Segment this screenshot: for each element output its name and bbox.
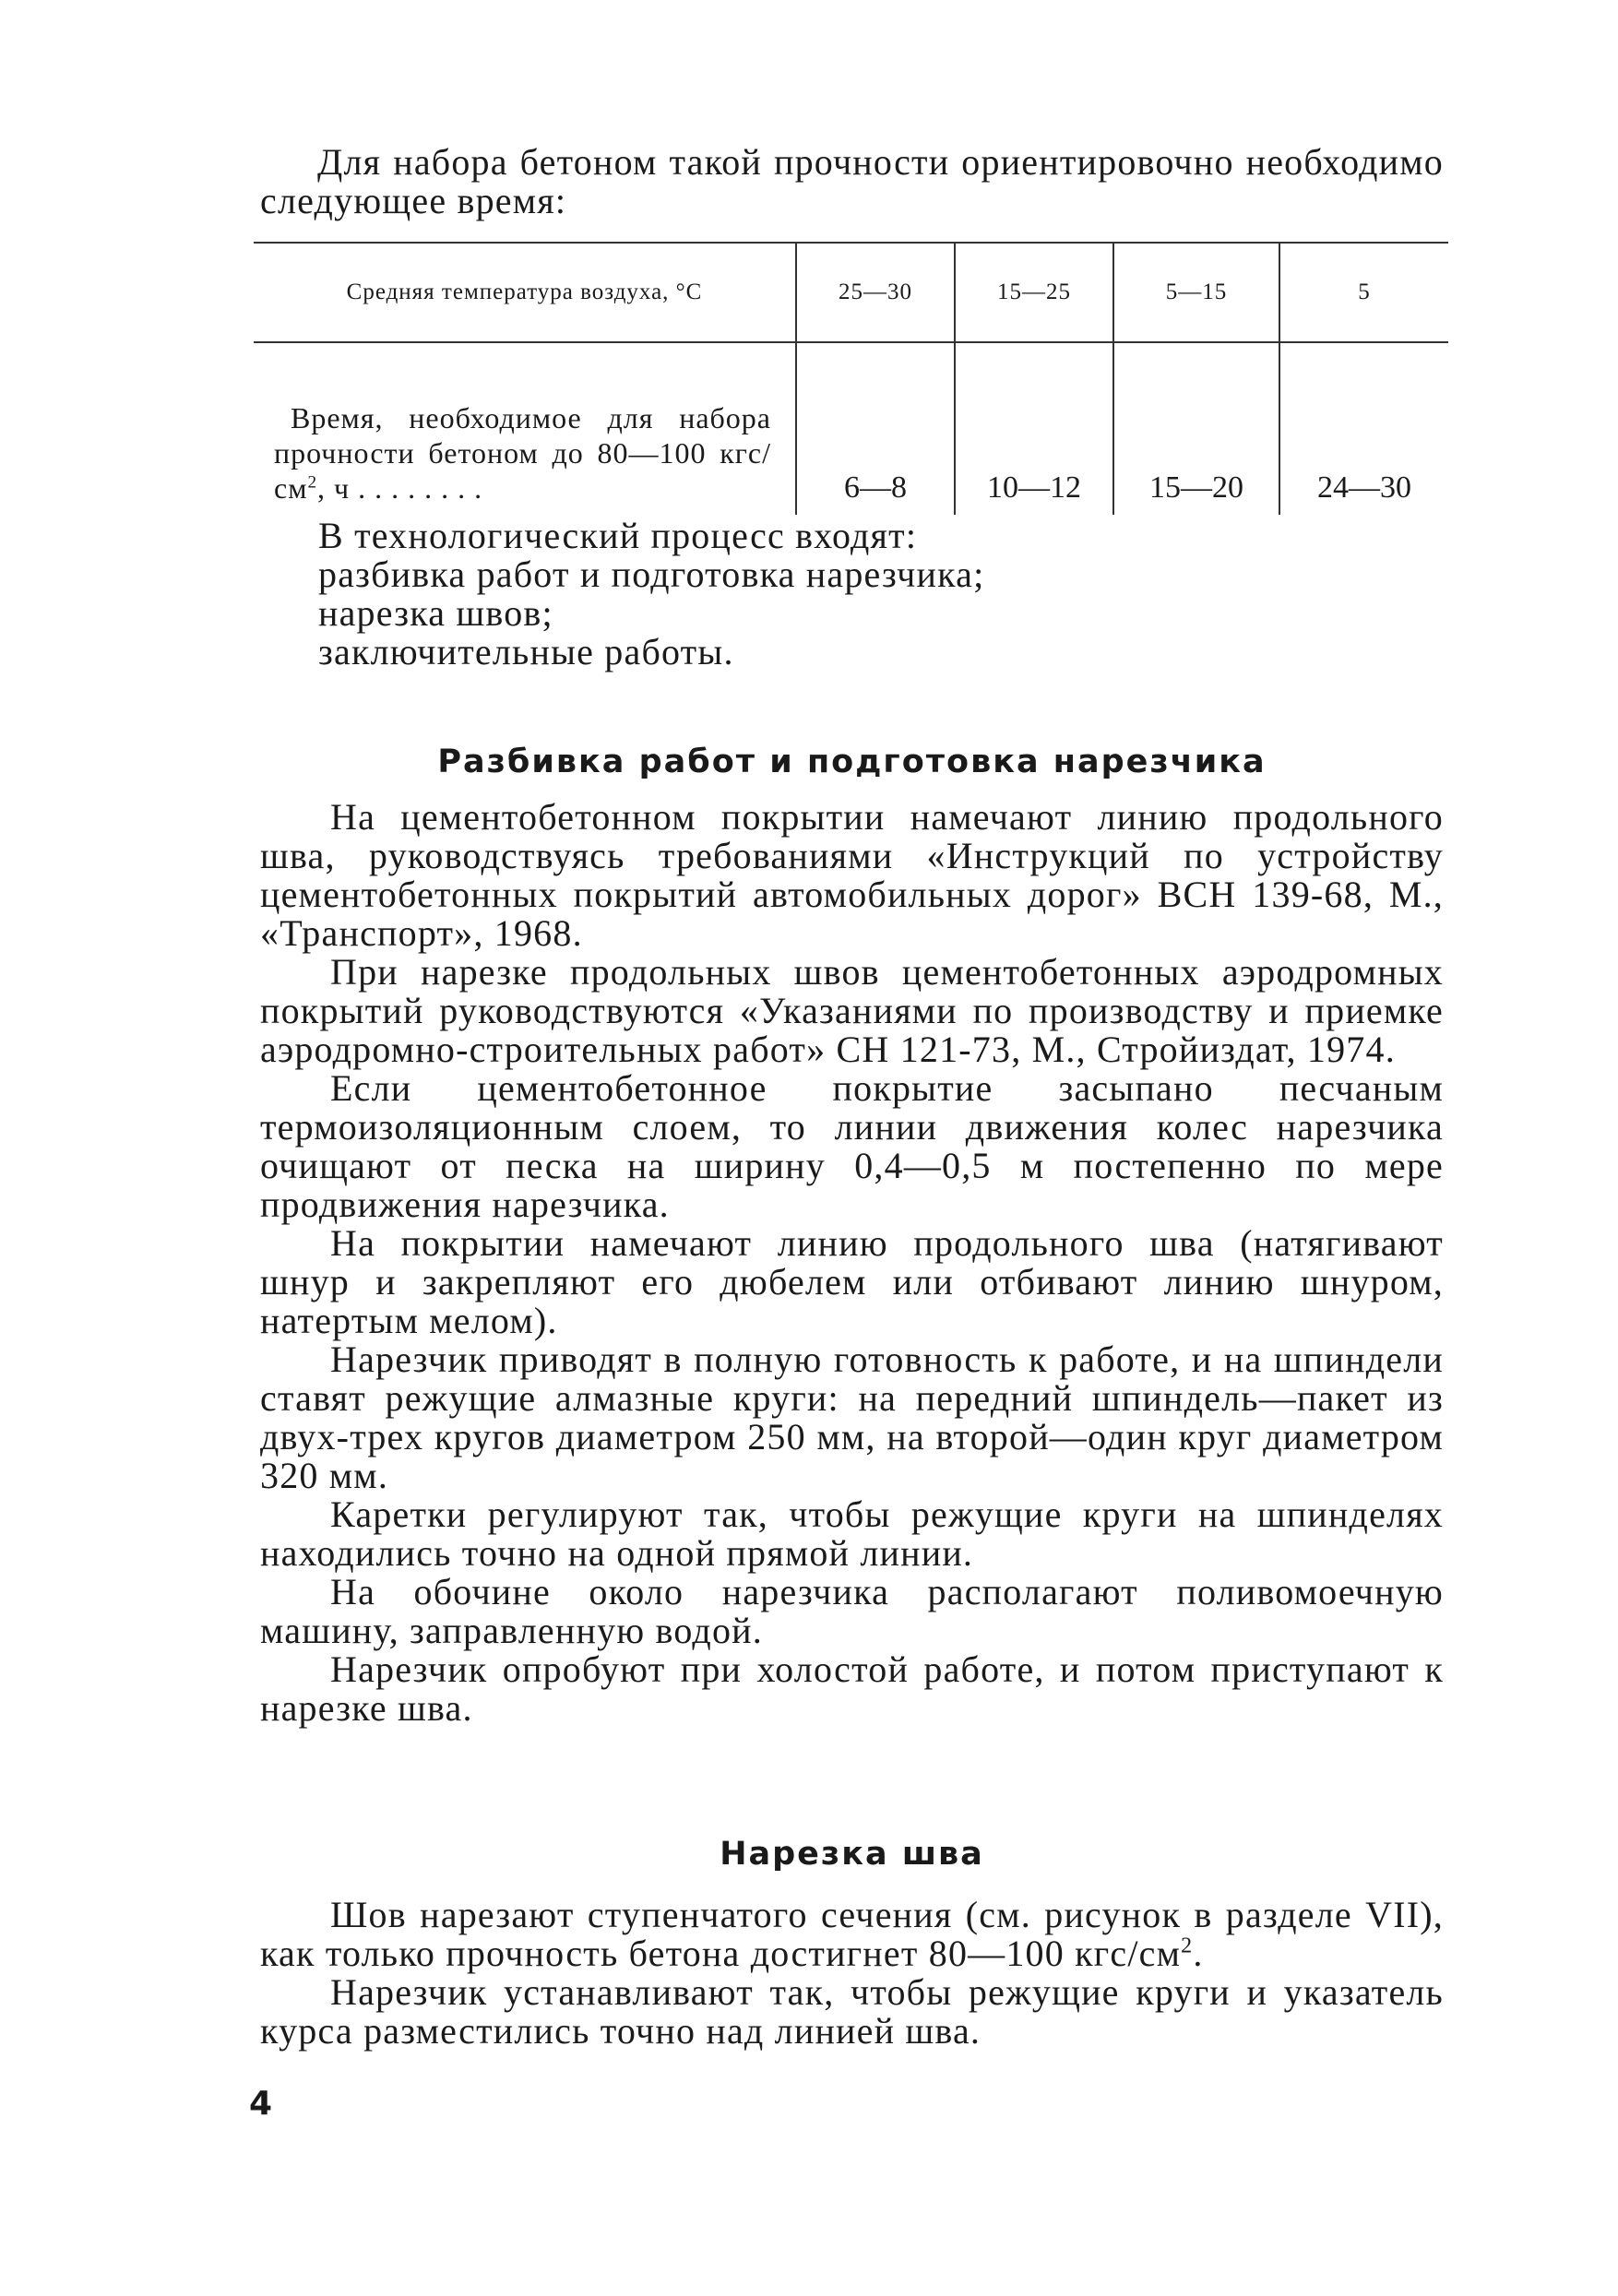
table-header-cell: 15—25 — [955, 243, 1113, 342]
row-label-unit: , ч . . . . . . . . — [317, 471, 483, 505]
paragraph-end: . — [1193, 1933, 1204, 1974]
paragraph: Каретки регулируют так, чтобы режущие круги на шпинделях находились точно на одной прямой линии. — [260, 1493, 1444, 1574]
table-header-cell: 5 — [1279, 243, 1448, 342]
process-item: заключительные работы. — [318, 631, 734, 672]
paragraph-text: Шов нарезают ступенчатого сечения (см. рисунок в разделе VII), как только прочность бетона достигнет 80—100 кгс/см — [260, 1894, 1444, 1974]
paragraph: На цементобетонном покрытии намечают линию продольного шва, руководствуясь требованиями «Инструкций по устройству цементобетонных покрытий автомобильных дорог» ВСН 139-68, М., «Транспорт», 1968. — [260, 796, 1444, 954]
process-title: В технологический процесс входят: — [318, 515, 918, 556]
process-item: разбивка работ и подготовка нарезчика; — [318, 553, 985, 595]
table-row-label — [254, 342, 796, 515]
table-header-cell: 25—30 — [796, 243, 955, 342]
page-number: 4 — [249, 2085, 273, 2123]
unit-superscript: 2 — [1181, 1933, 1194, 1958]
section-heading: Разбивка работ и подготовка нарезчика — [437, 744, 1267, 780]
section-body — [260, 798, 1444, 1728]
section-heading: Нарезка шва — [720, 1836, 984, 1873]
row-label-text: Время, необходимое для набора прочности бетоном до 80—100 кгс/см — [274, 401, 771, 505]
paragraph — [260, 1896, 1444, 1973]
table-cell: 6—8 — [796, 342, 955, 515]
process-item: нарезка швов; — [318, 592, 553, 634]
paragraph: Нарезчик приводят в полную готовность к работе, и на шпиндели ставят режущие алмазные круги: на передний шпиндель—пакет из двух-трех кругов диаметром 250 мм, на второй—один круг диаметром 320 мм. — [260, 1338, 1444, 1496]
table-header-label: Средняя температура воздуха, °С — [346, 280, 703, 304]
process-list — [318, 517, 984, 672]
table-header-row — [254, 243, 1448, 342]
table-row — [254, 342, 1448, 515]
table-cell: 15—20 — [1113, 342, 1279, 515]
section-body — [260, 1896, 1444, 2051]
table-header-cell: 5—15 — [1113, 243, 1279, 342]
temperature-time-table — [254, 242, 1448, 515]
paragraph: Нарезчик опробуют при холостой работе, и потом приступают к нарезке шва. — [260, 1648, 1444, 1729]
table-cell: 10—12 — [955, 342, 1113, 515]
paragraph: На покрытии намечают линию продольного шва (натягивают шнур и закрепляют его дюбелем или отбивают линию шнуром, натертым мелом). — [260, 1222, 1444, 1341]
row-label-superscript: 2 — [307, 472, 318, 493]
table-cell: 24—30 — [1279, 342, 1448, 515]
intro-paragraph: Для набора бетоном такой прочности ориентировочно необходимо следующее время: — [260, 141, 1444, 221]
paragraph: При нарезке продольных швов цементобетонных аэродромных покрытий руководствуются «Указаниями по производству и приемке аэродромно-строительных работ» СН 121-73, М., Стройиздат, 1974. — [260, 951, 1444, 1070]
paragraph: На обочине около нарезчика располагают поливомоечную машину, заправленную водой. — [260, 1571, 1444, 1651]
paragraph: Если цементобетонное покрытие засыпано песчаным термоизоляционным слоем, то линии движения колес нарезчика очищают от песка на ширину 0,4—0,5 м постепенно по мере продвижения нарезчика. — [260, 1067, 1444, 1225]
paragraph: Нарезчик устанавливают так, чтобы режущие круги и указатель курса разместились точно над линией шва. — [260, 1971, 1444, 2052]
